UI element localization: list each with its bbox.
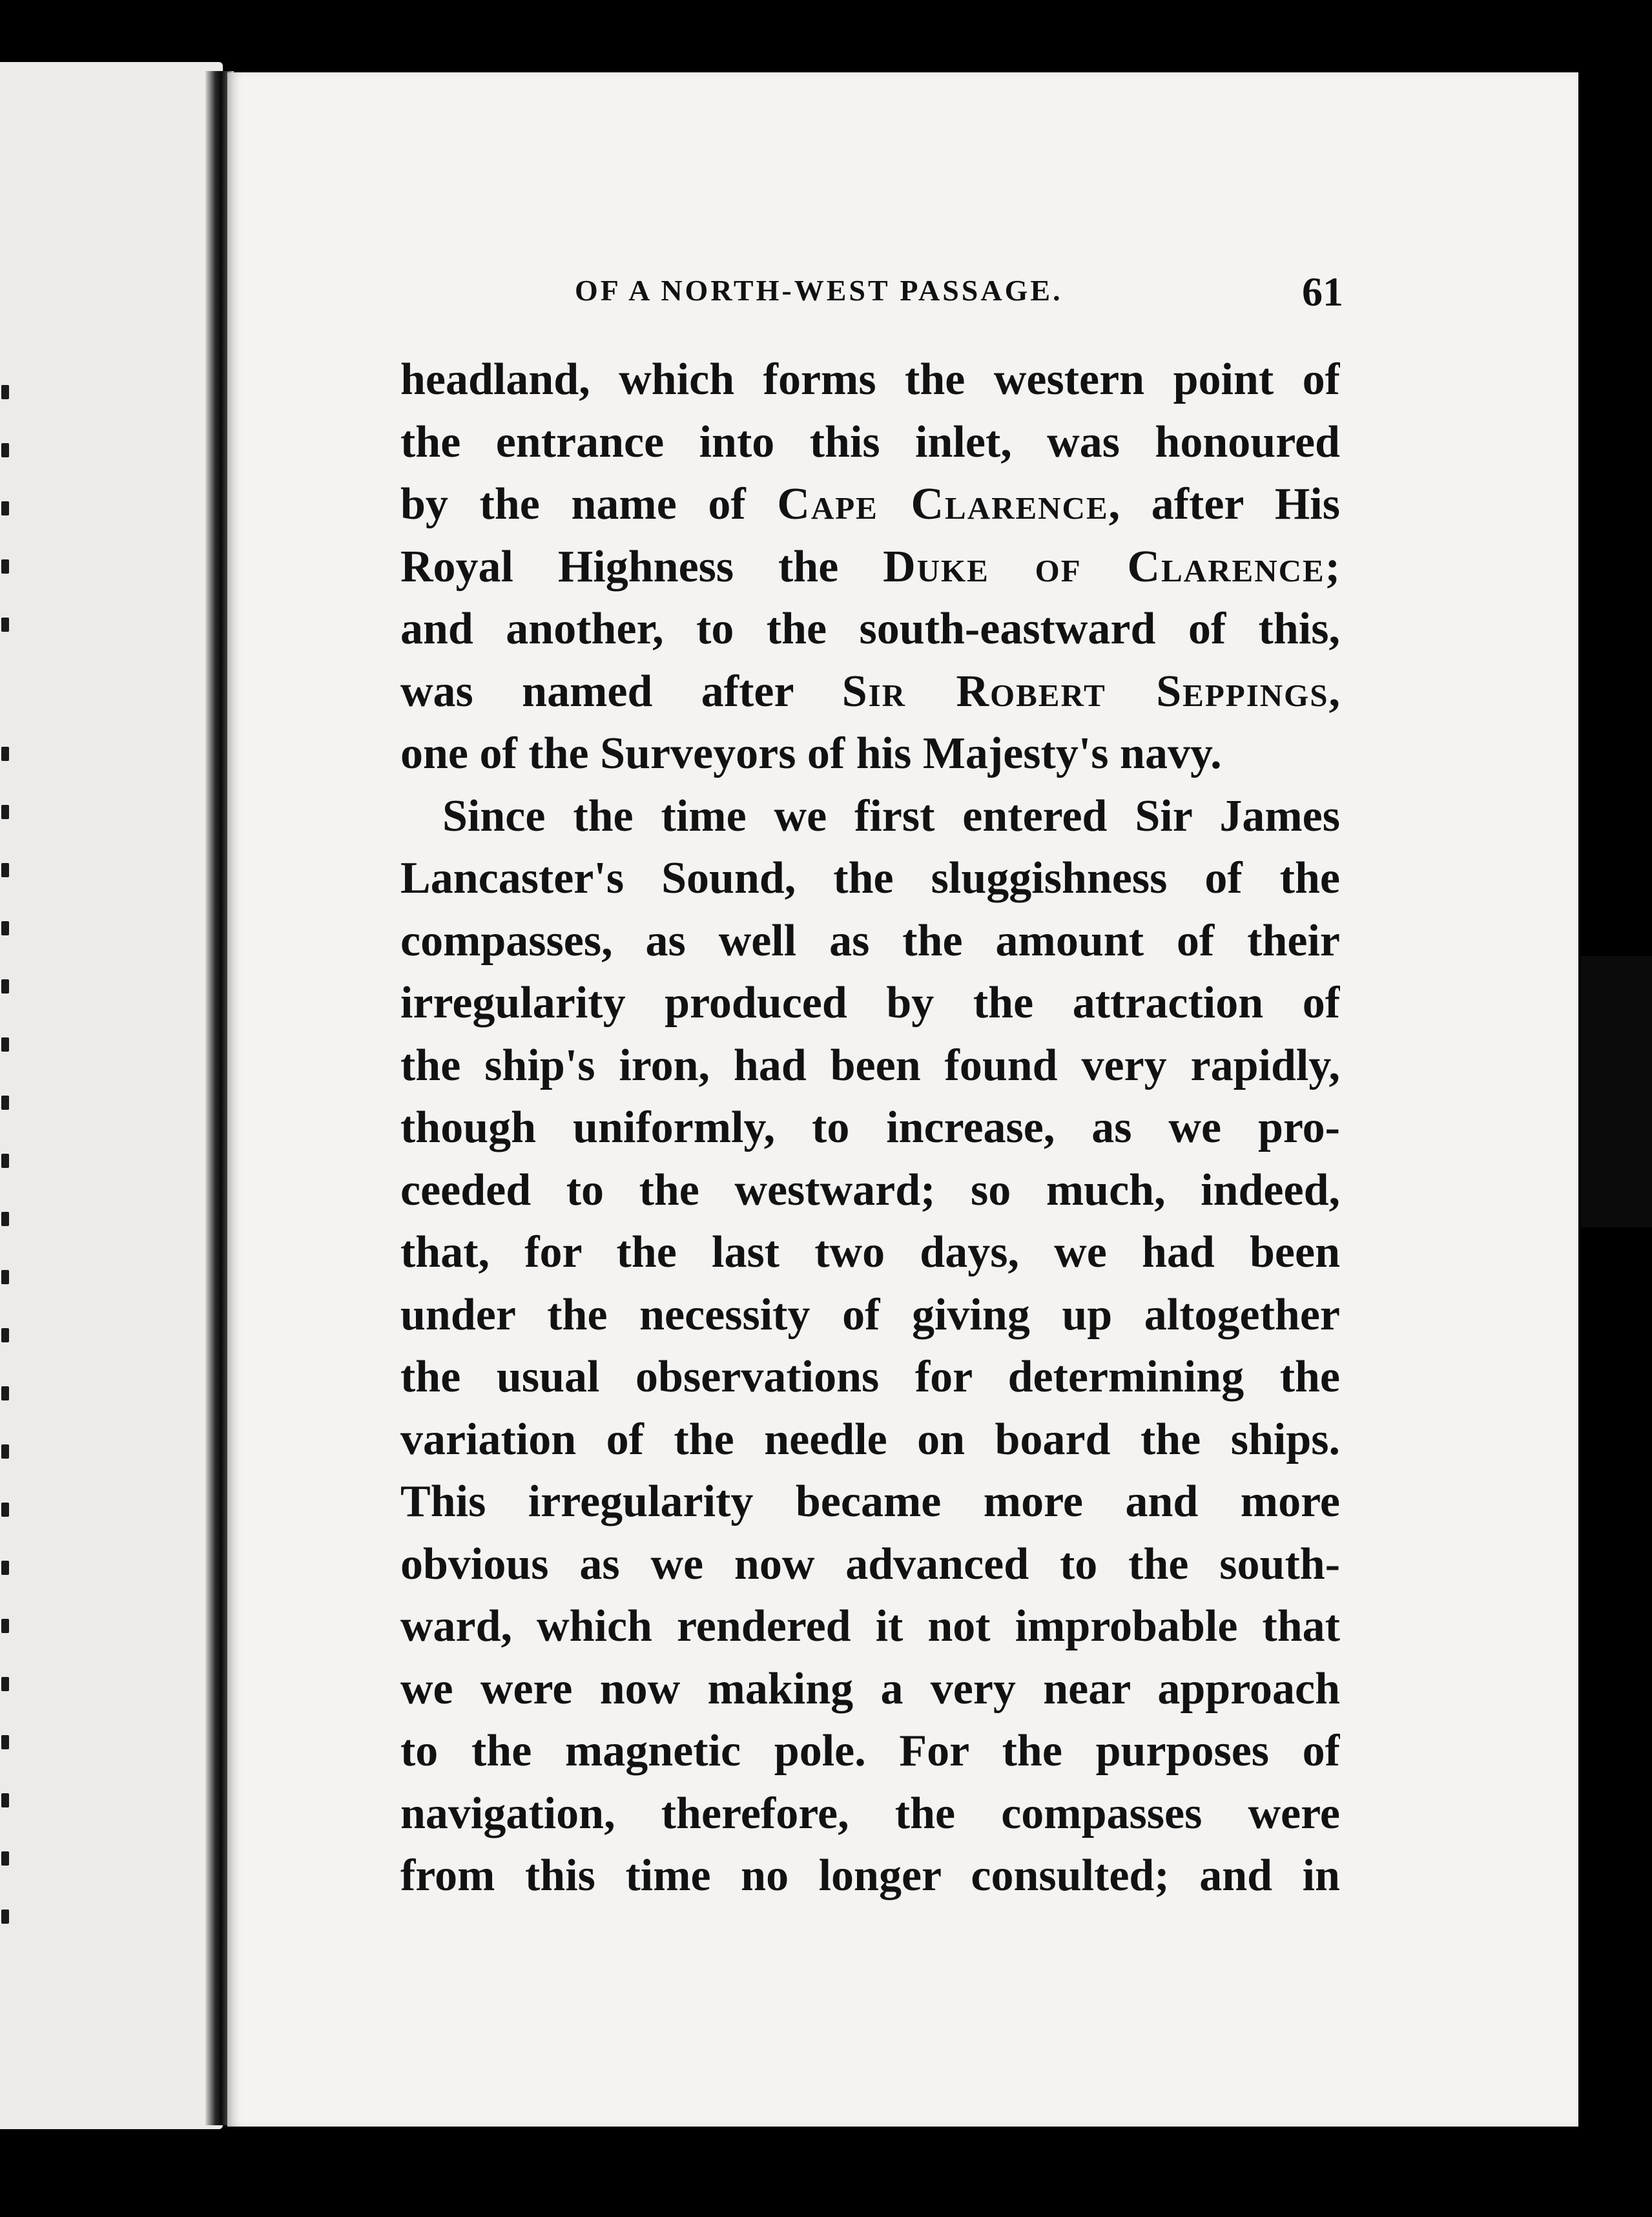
text-line: variation of the needle on board the ships. (400, 1414, 1340, 1464)
text-line: irregularity produced by the attraction of (400, 978, 1340, 1028)
text-line: Since the time we first entered Sir James (442, 791, 1340, 841)
text-line: ward, which rendered it not improbable that (400, 1601, 1340, 1651)
text-line: navigation, therefore, the compasses were (400, 1788, 1340, 1838)
body-text (400, 349, 1340, 1908)
text-line: that, for the last two days, we had been (400, 1227, 1340, 1277)
text-line: from this time no longer consulted; and in (400, 1851, 1340, 1900)
text-line: we were now making a very near approach (400, 1663, 1340, 1714)
text-line: ceeded to the westward; so much, indeed, (400, 1165, 1340, 1215)
text-line: one of the Surveyors of his Majesty's navy. (400, 729, 1222, 778)
text-line: though uniformly, to increase, as we pro- (400, 1103, 1340, 1152)
small-caps-name: Duke of Clarence (883, 541, 1325, 592)
text-line: by the name of Cape Clarence, after His (400, 479, 1340, 529)
small-caps-name: Cape Clarence (777, 479, 1109, 529)
text-line: compasses, as well as the amount of their (400, 915, 1340, 966)
text-line: Royal Highness the Duke of Clarence; (400, 541, 1340, 592)
text-line: and another, to the south-eastward of this, (400, 604, 1340, 654)
text-line: to the magnetic pole. For the purposes of (400, 1726, 1340, 1776)
running-head (349, 268, 1343, 326)
text-line: headland, which forms the western point of (400, 355, 1340, 404)
running-title: OF A NORTH-WEST PASSAGE. (575, 274, 1063, 307)
text-line: Lancaster's Sound, the sluggishness of the (400, 853, 1340, 903)
text-line: under the necessity of giving up altogether (400, 1289, 1340, 1340)
text-line: obvious as we now advanced to the south- (400, 1539, 1340, 1589)
text-line: the ship's iron, had been found very rapidly, (400, 1040, 1340, 1090)
text-line: was named after Sir Robert Seppings, (400, 666, 1340, 716)
text-line: the usual observations for determining the (400, 1352, 1340, 1402)
previous-page-text-fragments (0, 62, 19, 2129)
previous-page-edge (0, 62, 223, 2129)
page-number: 61 (1302, 269, 1343, 315)
small-caps-name: Sir Robert Seppings (841, 666, 1329, 716)
scan-edge-shadow (1581, 956, 1652, 1227)
text-line: the entrance into this inlet, was honoured (400, 417, 1340, 467)
text-line: This irregularity became more and more (400, 1477, 1340, 1526)
